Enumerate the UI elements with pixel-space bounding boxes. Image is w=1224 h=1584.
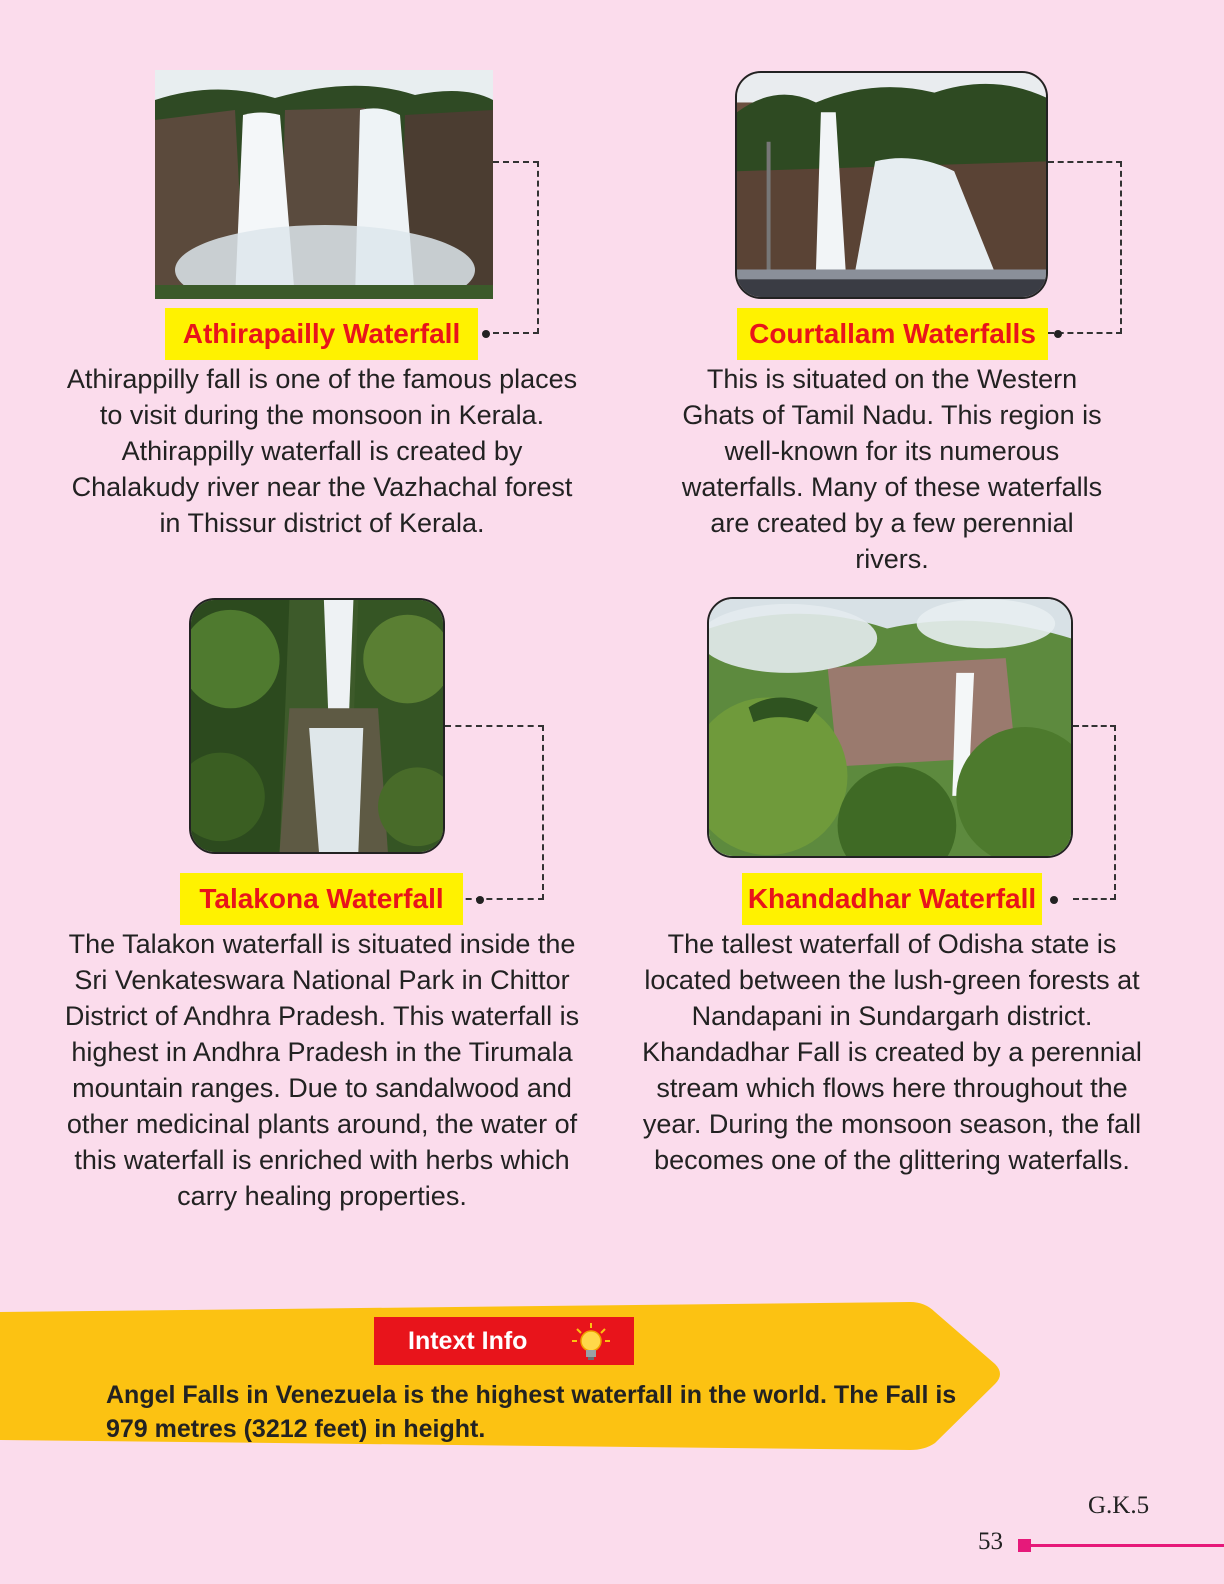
page-accent-line xyxy=(1030,1544,1224,1547)
connector-dot xyxy=(1054,330,1062,338)
talakona-photo xyxy=(189,598,445,854)
connector-dot xyxy=(476,896,484,904)
courtallam-photo xyxy=(735,71,1048,299)
waterfall-title: Khandadhar Waterfall xyxy=(742,873,1042,925)
bulb-icon xyxy=(571,1322,611,1362)
waterfall-description: Athirappilly fall is one of the famous places to visit during the monsoon in Kerala. Athirappilly waterfall is created by Chalakudy river near the Vazhachal forest in Thissur district of Kerala. xyxy=(66,364,578,538)
intext-label: Intext Info xyxy=(374,1317,634,1365)
connector-line xyxy=(1073,725,1116,900)
athirapailly-photo xyxy=(155,70,493,299)
khandadhar-photo xyxy=(707,597,1073,858)
waterfall-title: Athirapailly Waterfall xyxy=(165,308,478,360)
connector-line xyxy=(493,161,539,334)
connector-line xyxy=(1048,161,1122,334)
connector-dot xyxy=(482,330,490,338)
waterfall-description: The Talakon waterfall is situated inside the Sri Venkateswara National Park in Chittor District of Andhra Pradesh. This waterfall is highest in Andhra Pradesh in the Tirumala mountain ranges. Due to sandalwood and other medicinal plants around, the water of this waterfall is enriched with herbs which carry healing properties. xyxy=(64,929,580,1211)
waterfall-description: This is situated on the Western Ghats of Tamil Nadu. This region is well-known for its numerous waterfalls. Many of these waterfalls are created by a few perennial rivers. xyxy=(681,364,1103,574)
waterfall-description: The tallest waterfall of Odisha state is located between the lush-green forests at Nandapani in Sundargarh district. Khandadhar Fall is created by a perennial stream which flows here throughout the year. During the monsoon season, the fall becomes one of the glittering waterfalls. xyxy=(642,929,1142,1175)
intext-text: Angel Falls in Venezuela is the highest waterfall in the world. The Fall is 979 metres (3212 feet) in height. xyxy=(106,1381,957,1443)
connector-dot xyxy=(1050,896,1058,904)
waterfall-title: Courtallam Waterfalls xyxy=(737,308,1048,360)
waterfall-title: Talakona Waterfall xyxy=(180,873,463,925)
page-number: 53 xyxy=(978,1528,1003,1555)
book-series-label: G.K.5 xyxy=(1088,1492,1150,1519)
